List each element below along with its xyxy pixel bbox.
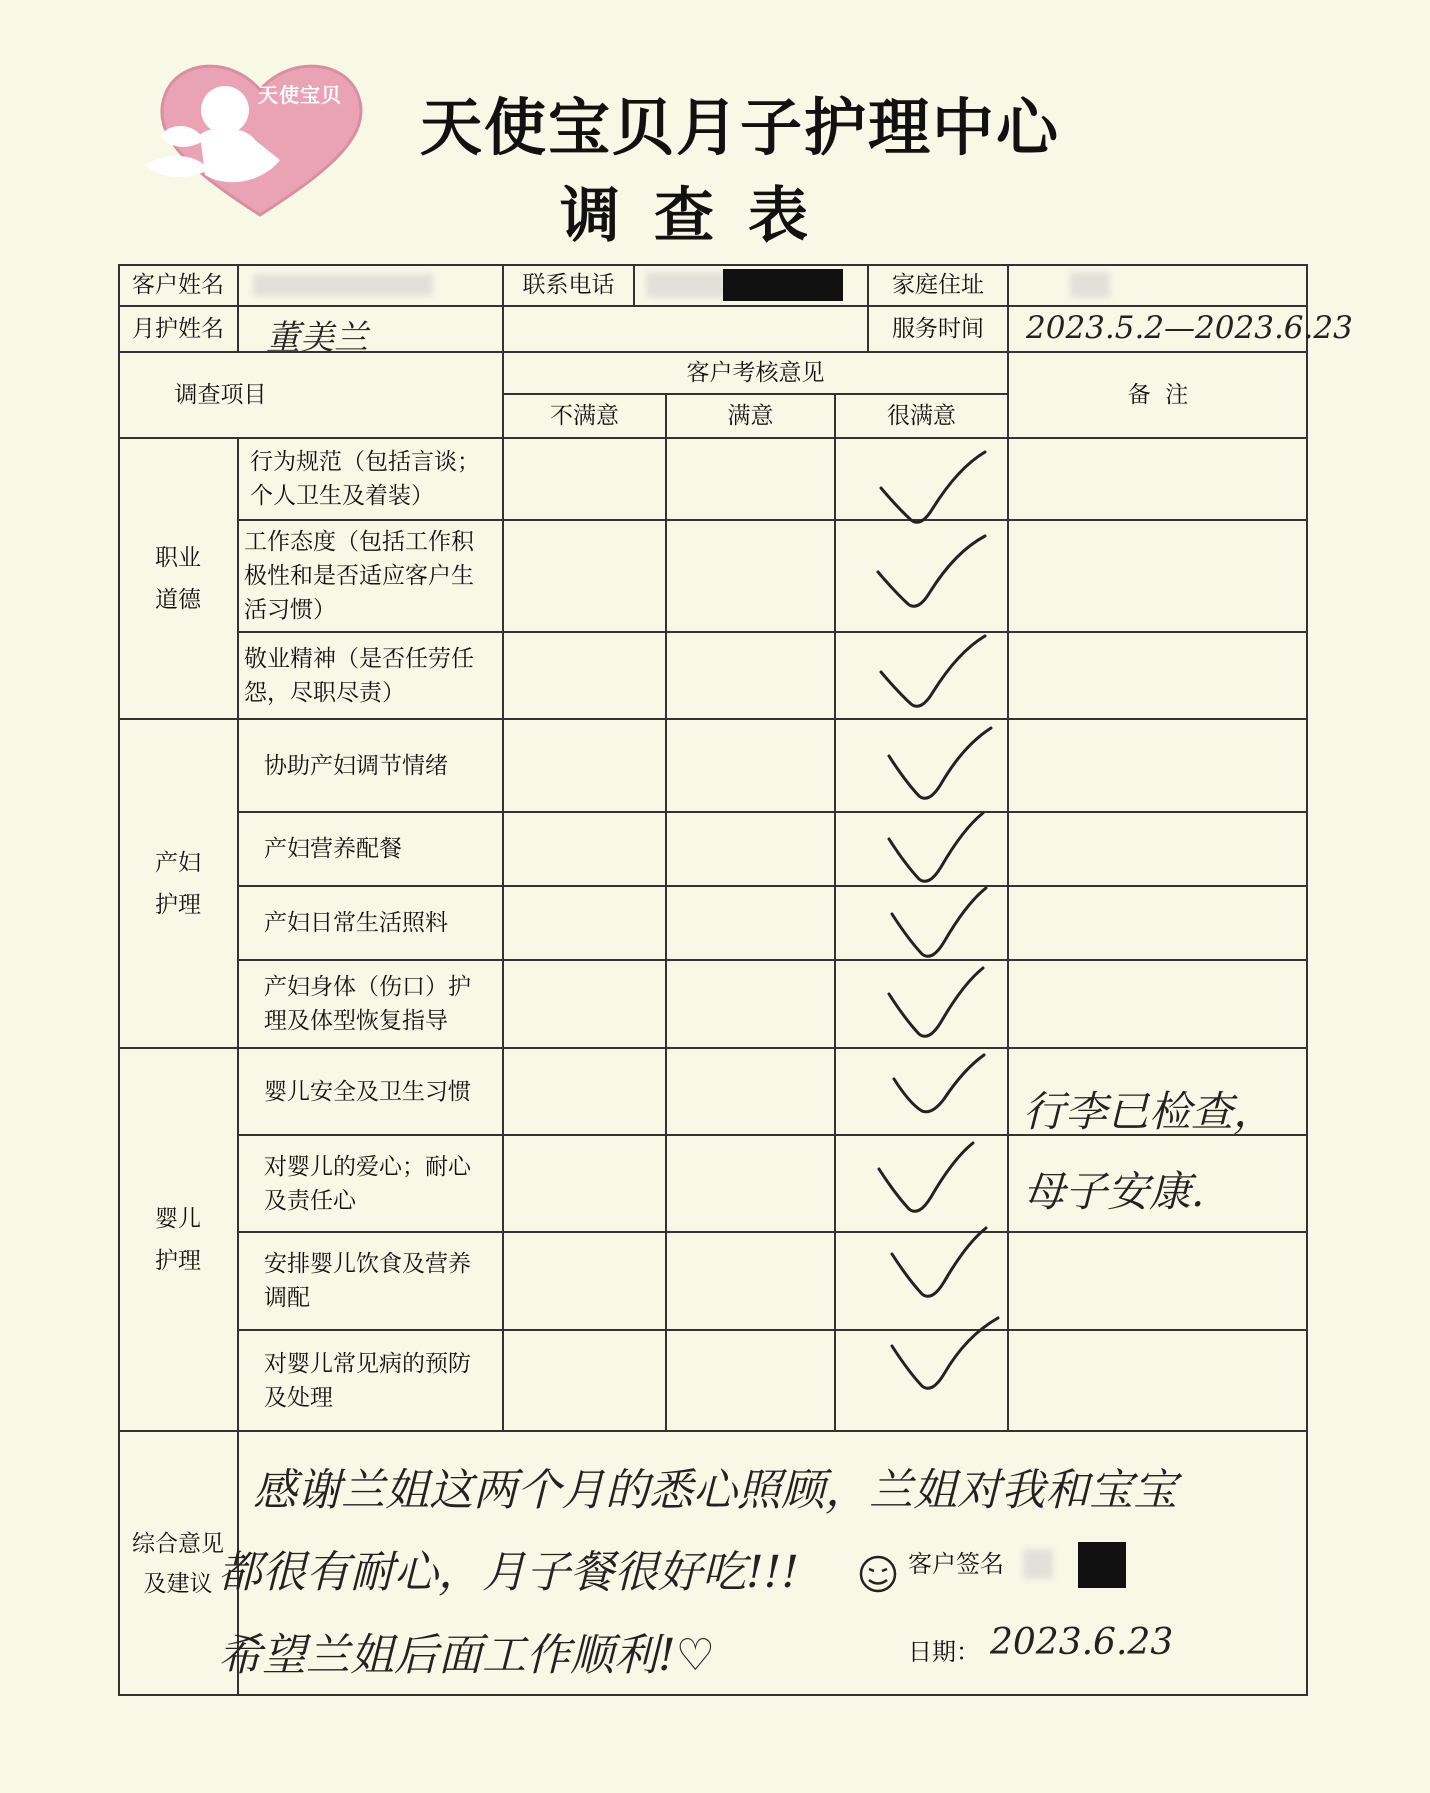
check-mark: [886, 1316, 1006, 1406]
page-title: 天使宝贝月子护理中心: [420, 91, 1061, 164]
check-mark: [888, 1049, 1008, 1139]
check-mark: [886, 1224, 1006, 1314]
item-text: 协助产妇调节情绪: [264, 752, 448, 779]
item-text: 对婴儿常见病的预防 及处理: [264, 1350, 471, 1411]
survey-table: [118, 264, 1353, 1696]
signature-redacted-blur: [1023, 1549, 1053, 1579]
item-text: 安排婴儿饮食及营养 调配: [264, 1251, 471, 1311]
service-time-label: 服务时间: [892, 316, 984, 342]
check-mark: [883, 964, 1003, 1054]
item-text: 产妇营养配餐: [264, 836, 402, 862]
signature-redacted: [1078, 1542, 1126, 1588]
remark-header: 备 注: [1127, 382, 1189, 408]
check-mark: [886, 884, 1006, 974]
phone-redacted: [723, 269, 843, 301]
logo-text: 天使宝贝: [258, 83, 342, 107]
remark-line-1: 行李已检查，: [1023, 1087, 1276, 1136]
survey-item-header: 调查项目: [174, 382, 267, 408]
customer-name-label: 客户姓名: [132, 272, 224, 298]
customer-name-redacted: [253, 274, 433, 296]
group-mother-care: 产妇 护理: [155, 849, 201, 918]
signature-label: 客户签名: [908, 1550, 1004, 1578]
check-mark: [873, 632, 993, 722]
opinion-header: 客户考核意见: [686, 360, 825, 386]
item-text: 婴儿安全及卫生习惯: [264, 1078, 471, 1105]
summary-line-2: 都很有耐心，月子餐很好吃!!!: [218, 1547, 800, 1598]
group-baby-care: 婴儿 护理: [155, 1205, 201, 1274]
summary-line-1: 感谢兰姐这两个月的悉心照顾，兰姐对我和宝宝: [253, 1465, 1177, 1516]
summary-line-3: 希望兰姐后面工作顺利!♡: [218, 1630, 716, 1681]
col-satisfied: 满意: [727, 403, 774, 429]
item-text: 产妇身体（伤口）护 理及体型恢复指导: [264, 974, 471, 1034]
nurse-name-value: 董美兰: [266, 318, 368, 358]
item-text: 敬业精神（是否任劳任 怨，尽职尽责）: [244, 645, 474, 706]
logo: [130, 40, 390, 230]
check-mark: [883, 726, 1003, 816]
phone-redacted-blur: [646, 272, 726, 298]
address-redacted: [1070, 272, 1110, 298]
smiley-icon: [858, 1554, 898, 1594]
service-time-value: 2023.5.2—2023.6.23: [1026, 310, 1353, 346]
date-label: 日期：: [908, 1638, 980, 1666]
remark-line-2: 母子安康.: [1023, 1167, 1205, 1216]
col-very-satisfied: 很满意: [887, 403, 956, 429]
check-mark: [873, 448, 993, 538]
summary-label: 综合意见 及建议: [132, 1530, 224, 1597]
col-unsatisfied: 不满意: [550, 403, 619, 429]
date-value: 2023.6.23: [990, 1622, 1174, 1663]
check-mark: [870, 532, 990, 622]
item-text: 行为规范（包括言谈； 个人卫生及着装）: [250, 449, 480, 509]
item-text: 产妇日常生活照料: [264, 910, 448, 936]
phone-label: 联系电话: [522, 272, 615, 298]
item-text: 对婴儿的爱心；耐心 及责任心: [264, 1153, 471, 1214]
nurse-name-label: 月护姓名: [132, 316, 224, 342]
check-mark: [873, 1139, 993, 1229]
item-text: 工作态度（包括工作积 极性和是否适应客户生 活习惯）: [244, 529, 474, 623]
group-ethics: 职业 道德: [155, 544, 201, 613]
address-label: 家庭住址: [892, 272, 984, 298]
page-subtitle: 调查表: [560, 181, 842, 251]
